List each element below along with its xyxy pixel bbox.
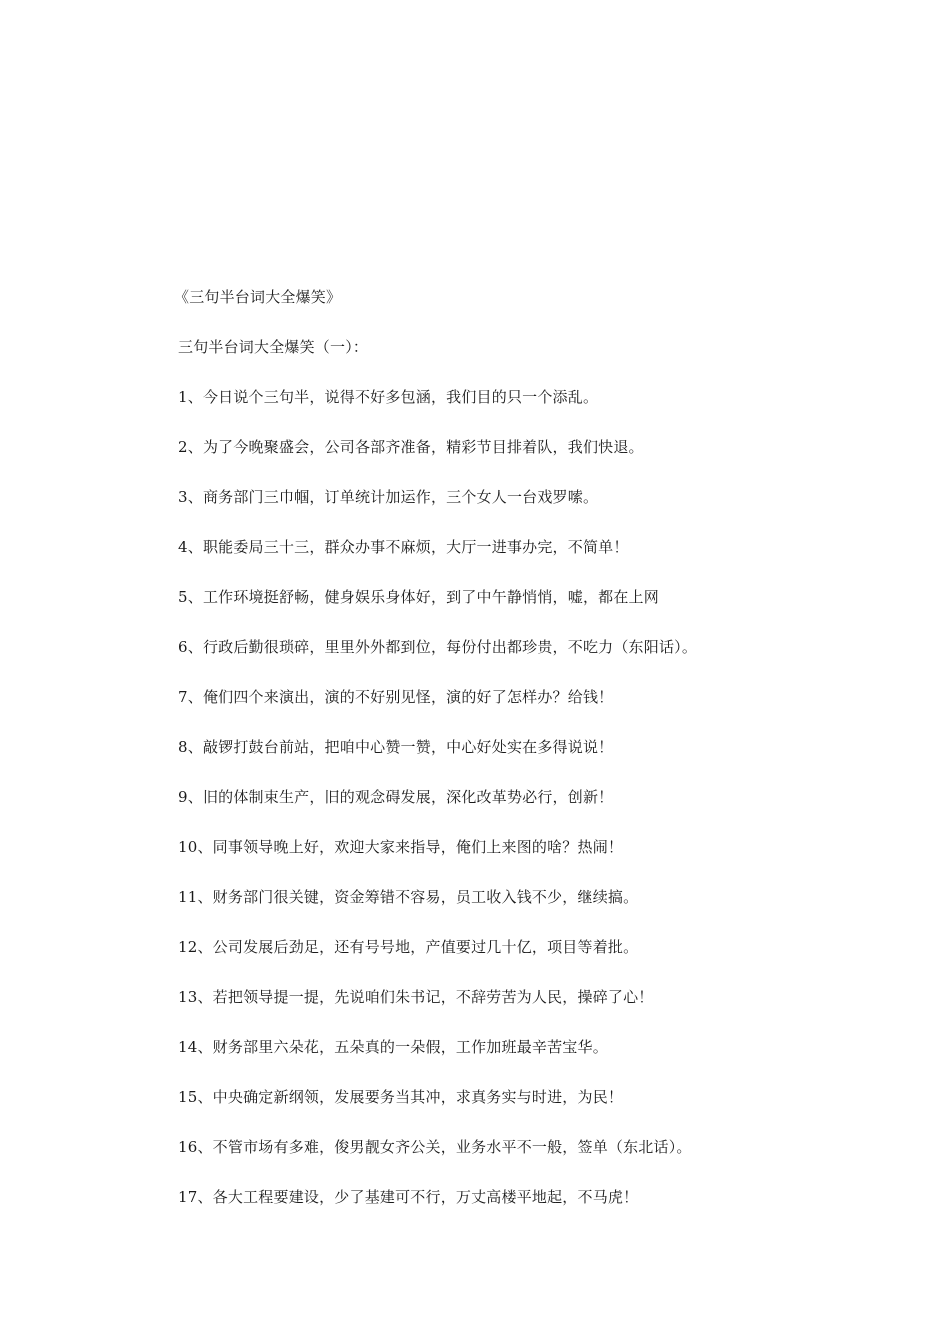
list-item: 12、公司发展后劲足，还有号号地，产值要过几十亿，项目等着批。 bbox=[178, 938, 639, 956]
list-item: 9、旧的体制束生产，旧的观念碍发展，深化改革势必行，创新！ bbox=[178, 788, 614, 806]
list-item: 7、俺们四个来演出，演的不好别见怪，演的好了怎样办？给钱！ bbox=[178, 688, 614, 706]
list-item: 5、工作环境挺舒畅，健身娱乐身体好，到了中午静悄悄，嘘，都在上网 bbox=[178, 588, 659, 606]
list-item: 2、为了今晚聚盛会，公司各部齐准备，精彩节目排着队，我们快退。 bbox=[178, 438, 644, 456]
list-item: 6、行政后勤很琐碎，里里外外都到位，每份付出都珍贵，不吃力（东阳话）。 bbox=[178, 638, 698, 656]
list-item: 3、商务部门三巾帼，订单统计加运作，三个女人一台戏罗嗦。 bbox=[178, 488, 599, 506]
section-heading: 三句半台词大全爆笑（一）： bbox=[178, 338, 369, 356]
document-body bbox=[174, 287, 918, 1237]
list-item: 10、同事领导晚上好，欢迎大家来指导，俺们上来图的啥？热闹！ bbox=[178, 838, 624, 856]
script-lines-list bbox=[178, 387, 918, 1207]
document-title: 《三句半台词大全爆笑》 bbox=[174, 288, 342, 306]
list-item: 4、职能委局三十三，群众办事不麻烦，大厅一进事办完，不简单！ bbox=[178, 538, 629, 556]
list-item: 17、各大工程要建设，少了基建可不行，万丈高楼平地起，不马虎！ bbox=[178, 1188, 639, 1206]
list-item: 16、不管市场有多难，俊男靓女齐公关，业务水平不一般，签单（东北话）。 bbox=[178, 1138, 692, 1156]
list-item: 11、财务部门很关键，资金筹错不容易，员工收入钱不少，继续搞。 bbox=[178, 888, 639, 906]
list-item: 15、中央确定新纲领，发展要务当其冲，求真务实与时进，为民！ bbox=[178, 1088, 624, 1106]
list-item: 1、今日说个三句半，说得不好多包涵，我们目的只一个添乱。 bbox=[178, 388, 599, 406]
list-item: 14、财务部里六朵花，五朵真的一朵假，工作加班最辛苦宝华。 bbox=[178, 1038, 608, 1056]
list-item: 8、敲锣打鼓台前站，把咱中心赞一赞，中心好处实在多得说说！ bbox=[178, 738, 614, 756]
list-item: 13、若把领导提一提，先说咱们朱书记，不辞劳苦为人民，操碎了心！ bbox=[178, 988, 654, 1006]
